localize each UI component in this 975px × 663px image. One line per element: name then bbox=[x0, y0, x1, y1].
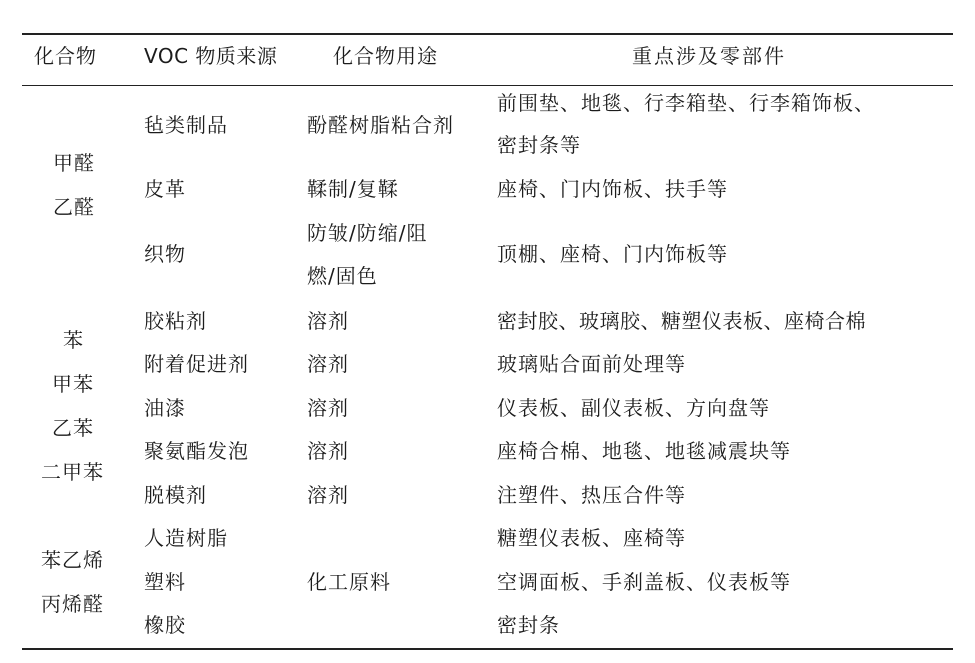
compound-name: 二甲苯 bbox=[41, 460, 104, 484]
header-voc-source: VOC 物质来源 bbox=[144, 44, 278, 68]
source-cell: 胶粘剂 bbox=[144, 309, 207, 333]
compound-name: 甲醛 bbox=[53, 151, 95, 175]
bottom-rule bbox=[22, 648, 953, 650]
source-cell: 人造树脂 bbox=[144, 526, 228, 550]
compound-name: 乙醛 bbox=[53, 195, 95, 219]
use-cell: 溶剂 bbox=[307, 483, 349, 507]
parts-cell: 密封条 bbox=[497, 613, 560, 637]
compound-name: 苯 bbox=[63, 328, 84, 352]
parts-cell: 玻璃贴合面前处理等 bbox=[497, 352, 686, 376]
parts-cell: 座椅合棉、地毯、地毯减震块等 bbox=[497, 439, 791, 463]
use-cell: 燃/固色 bbox=[307, 264, 378, 288]
use-cell: 防皱/防缩/阻 bbox=[307, 221, 428, 245]
parts-cell: 空调面板、手刹盖板、仪表板等 bbox=[497, 570, 791, 594]
source-cell: 聚氨酯发泡 bbox=[144, 439, 249, 463]
top-rule bbox=[22, 33, 953, 35]
use-cell: 鞣制/复鞣 bbox=[307, 177, 399, 201]
parts-cell: 注塑件、热压合件等 bbox=[497, 483, 686, 507]
parts-cell: 座椅、门内饰板、扶手等 bbox=[497, 177, 728, 201]
use-cell: 溶剂 bbox=[307, 309, 349, 333]
header-compound-use: 化合物用途 bbox=[333, 44, 438, 68]
source-cell: 脱模剂 bbox=[144, 483, 207, 507]
header-compound: 化合物 bbox=[34, 44, 97, 68]
source-cell: 织物 bbox=[144, 242, 186, 266]
source-cell: 毡类制品 bbox=[144, 113, 228, 137]
compound-name: 丙烯醛 bbox=[41, 592, 104, 616]
parts-cell: 密封条等 bbox=[497, 133, 581, 157]
use-cell: 酚醛树脂粘合剂 bbox=[307, 113, 454, 137]
parts-cell: 糖塑仪表板、座椅等 bbox=[497, 526, 686, 550]
source-cell: 橡胶 bbox=[144, 613, 186, 637]
header-rule bbox=[22, 85, 953, 86]
use-cell: 溶剂 bbox=[307, 352, 349, 376]
parts-cell: 前围垫、地毯、行李箱垫、行李箱饰板、 bbox=[497, 91, 875, 115]
compound-name: 苯乙烯 bbox=[41, 548, 104, 572]
parts-cell: 仪表板、副仪表板、方向盘等 bbox=[497, 396, 770, 420]
use-cell: 溶剂 bbox=[307, 439, 349, 463]
parts-cell: 顶棚、座椅、门内饰板等 bbox=[497, 242, 728, 266]
source-cell: 油漆 bbox=[144, 396, 186, 420]
source-cell: 附着促进剂 bbox=[144, 352, 249, 376]
compound-name: 甲苯 bbox=[52, 372, 94, 396]
parts-cell: 密封胶、玻璃胶、糖塑仪表板、座椅合棉 bbox=[497, 309, 866, 333]
use-cell: 化工原料 bbox=[307, 570, 391, 594]
source-cell: 皮革 bbox=[144, 177, 186, 201]
compound-name: 乙苯 bbox=[52, 416, 94, 440]
use-cell: 溶剂 bbox=[307, 396, 349, 420]
header-key-parts: 重点涉及零部件 bbox=[632, 44, 786, 68]
source-cell: 塑料 bbox=[144, 570, 186, 594]
